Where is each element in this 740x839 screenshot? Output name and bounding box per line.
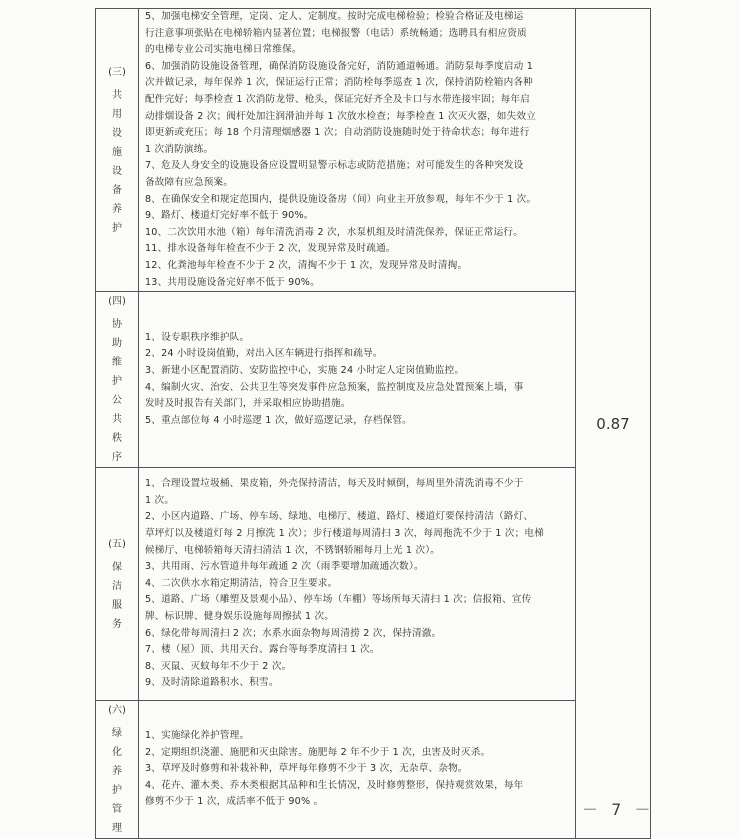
- content-line: 1 次消防演练。: [145, 143, 214, 155]
- section-title-char: 助: [112, 338, 122, 350]
- section-title-char: 用: [112, 108, 122, 120]
- content-line: 8、在确保安全和规定范围内，提供设施设备房（间）向业主开放参观，每年不少于 1 次。: [145, 193, 537, 205]
- content-line: 3、新建小区配置消防、安防监控中心，实施 24 小时定人定岗值勤监控。: [145, 365, 465, 376]
- section-title-char: 理: [112, 823, 122, 835]
- section-title-char: 协: [112, 319, 122, 331]
- section-number: (四): [108, 296, 126, 308]
- content-line: 2、24 小时设岗值勤，对出入区车辆进行指挥和疏导。: [145, 348, 383, 360]
- content-line: 5、加强电梯安全管理，定岗、定人、定制度。按时完成电梯检验；检验合格证及电梯运: [145, 11, 524, 22]
- content-line: 1、合理设置垃圾桶、果皮箱，外壳保持清洁，每天及时倾倒，每周里外清洗消毒不少于: [145, 478, 524, 490]
- section-title-char: 务: [112, 618, 122, 630]
- section-content-6: [139, 701, 576, 839]
- content-line: 的电梯专业公司实施电梯日常维保。: [145, 44, 302, 56]
- section-label-4: [96, 292, 139, 468]
- section-title-char: 公: [112, 395, 122, 407]
- section-title-char: 施: [112, 146, 122, 158]
- section-title-char: 化: [112, 747, 122, 759]
- section-label-3: [96, 9, 139, 292]
- section-title-char: 洁: [112, 580, 122, 592]
- score-value: 0.87: [596, 414, 630, 433]
- content-line: 3、共用雨、污水管道井每年疏通 2 次（雨季要增加疏通次数）。: [145, 561, 424, 573]
- section-title-char: 备: [112, 184, 122, 196]
- content-line: 6、加强消防设施设备管理，确保消防设施设备完好，消防通道畅通。消防泵每季度启动 1: [145, 60, 534, 72]
- section-title-char: 护: [112, 376, 122, 388]
- content-line: 5、道路、广场（雕塑及景观小品）、停车场（车棚）等场所每天清扫 1 次；信报箱、宣传: [145, 594, 532, 606]
- section-number: (五): [108, 538, 126, 550]
- service-standard-table: [95, 8, 651, 839]
- content-line: 1、实施绿化养护管理。: [145, 730, 250, 742]
- table-row-section-3: [96, 9, 651, 292]
- content-line: 1 次。: [145, 494, 175, 506]
- content-line: 7、楼（屋）顶、共用天台、露台等每季度清扫 1 次。: [145, 644, 380, 656]
- content-line: 13、共用设施设备完好率不低于 90%。: [145, 276, 320, 288]
- content-line: 10、二次饮用水池（箱）每年清洗消毒 2 次，水泵机组及时清洗保养，保证正常运行。: [145, 226, 523, 238]
- section-title-char: 设: [112, 127, 122, 139]
- content-line: 4、花卉、灌木类、乔木类根据其品种和生长情况，及时修剪整形，保持观赏效果，每年: [145, 779, 524, 791]
- content-line: 4、编制火灾、治安、公共卫生等突发事件应急预案，监控制度及应急处置预案上墙，事: [145, 381, 524, 393]
- content-line: 修剪不少于 1 次，成活率不低于 90% 。: [145, 796, 324, 808]
- content-line: 牌、标识牌、健身娱乐设施每周擦拭 1 次。: [145, 610, 335, 622]
- content-line: 备故障有应急预案。: [145, 176, 234, 188]
- section-label-5: [96, 468, 139, 701]
- section-title-char: 绿: [112, 728, 122, 740]
- section-title-char: 共: [112, 89, 122, 101]
- content-line: 发时及时报告有关部门，并采取相应协助措施。: [145, 398, 351, 410]
- section-number: (三): [108, 66, 126, 78]
- content-line: 动排烟设备 2 次；阀杆处加注润滑油并每 1 次放水检查；每季检查 1 次灭火器，如失效立: [145, 110, 536, 122]
- section-label-6: [96, 701, 139, 839]
- section-title-char: 管: [112, 804, 122, 816]
- section-number: (六): [108, 705, 126, 717]
- section-title-char: 服: [112, 599, 122, 611]
- section-title-char: 护: [112, 785, 122, 797]
- content-line: 9、路灯、楼道灯完好率不低于 90%。: [145, 210, 314, 222]
- content-line: 5、重点部位每 4 小时巡逻 1 次，做好巡逻记录，存档保管。: [145, 414, 412, 426]
- section-title-char: 维: [112, 357, 122, 369]
- content-line: 9、及时清除道路积水、积雪。: [145, 677, 279, 689]
- section-title-char: 养: [112, 203, 122, 215]
- score-cell: [576, 9, 651, 839]
- section-title-char: 秩: [112, 433, 122, 445]
- content-line: 行注意事项张贴在电梯轿箱内显著位置；电梯报警（电话）系统畅通；选聘具有相应资质: [145, 27, 527, 39]
- table-row-section-6: [96, 701, 651, 839]
- content-line: 12、化粪池每年检查不少于 2 次，清掏不少于 1 次，发现异常及时清掏。: [145, 259, 468, 271]
- content-line: 11、排水设备每年检查不少于 2 次，发现异常及时疏通。: [145, 243, 396, 255]
- section-content-5: [139, 468, 576, 701]
- content-line: 4、二次供水水箱定期清洁，符合卫生要求。: [145, 577, 338, 589]
- section-title-char: 护: [112, 222, 122, 234]
- section-title-char: 共: [112, 414, 122, 426]
- table-row-section-5: [96, 468, 651, 701]
- section-title-char: 序: [112, 452, 122, 464]
- content-line: 8、灭鼠、灭蚊每年不少于 2 次。: [145, 660, 292, 672]
- content-line: 候梯厅、电梯轿箱每天清扫清洁 1 次，不锈钢轿厢每月上光 1 次）。: [145, 544, 441, 556]
- content-line: 草坪灯以及楼道灯每 2 月擦洗 1 次）；步行楼道每周清扫 3 次，每周拖洗不少于 1 次；电梯: [145, 528, 544, 540]
- content-line: 次并做记录，每年保养 1 次，保证运行正常；消防栓每季巡查 1 次，保持消防栓箱内各种: [145, 77, 533, 89]
- table-row-section-4: [96, 292, 651, 468]
- content-line: 配件完好；每季检查 1 次消防龙带、枪头，保证完好齐全及卡口与水带连接牢固；每年启: [145, 93, 530, 105]
- section-title-char: 保: [112, 561, 122, 573]
- section-title-char: 设: [112, 165, 122, 177]
- section-title-char: 养: [112, 766, 122, 778]
- page-number: － 7 －: [582, 800, 655, 819]
- content-line: 即更新或充压；每 18 个月清理烟感器 1 次；自动消防设施随时处于待命状态；每年进行: [145, 127, 530, 139]
- content-line: 2、定期组织浇灌、施肥和灭虫除害。施肥每 2 年不少于 1 次，虫害及时灭杀。: [145, 746, 491, 758]
- content-line: 3、草坪及时修剪和补栽补种，草坪每年修剪不少于 3 次，无杂草、杂物。: [145, 763, 468, 775]
- section-content-4: [139, 292, 576, 468]
- content-line: 1、设专职秩序维护队。: [145, 331, 250, 343]
- section-content-3: [139, 9, 576, 292]
- content-line: 7、危及人身安全的设施设备应设置明显警示标志或防范措施；对可能发生的各种突发设: [145, 160, 524, 172]
- content-line: 2、小区内道路、广场、停车场、绿地、电梯厅、楼道、路灯、楼道灯要保持清洁（路灯、: [145, 511, 534, 523]
- content-line: 6、绿化带每周清扫 2 次；水系水面杂物每周清捞 2 次，保持清澈。: [145, 627, 442, 639]
